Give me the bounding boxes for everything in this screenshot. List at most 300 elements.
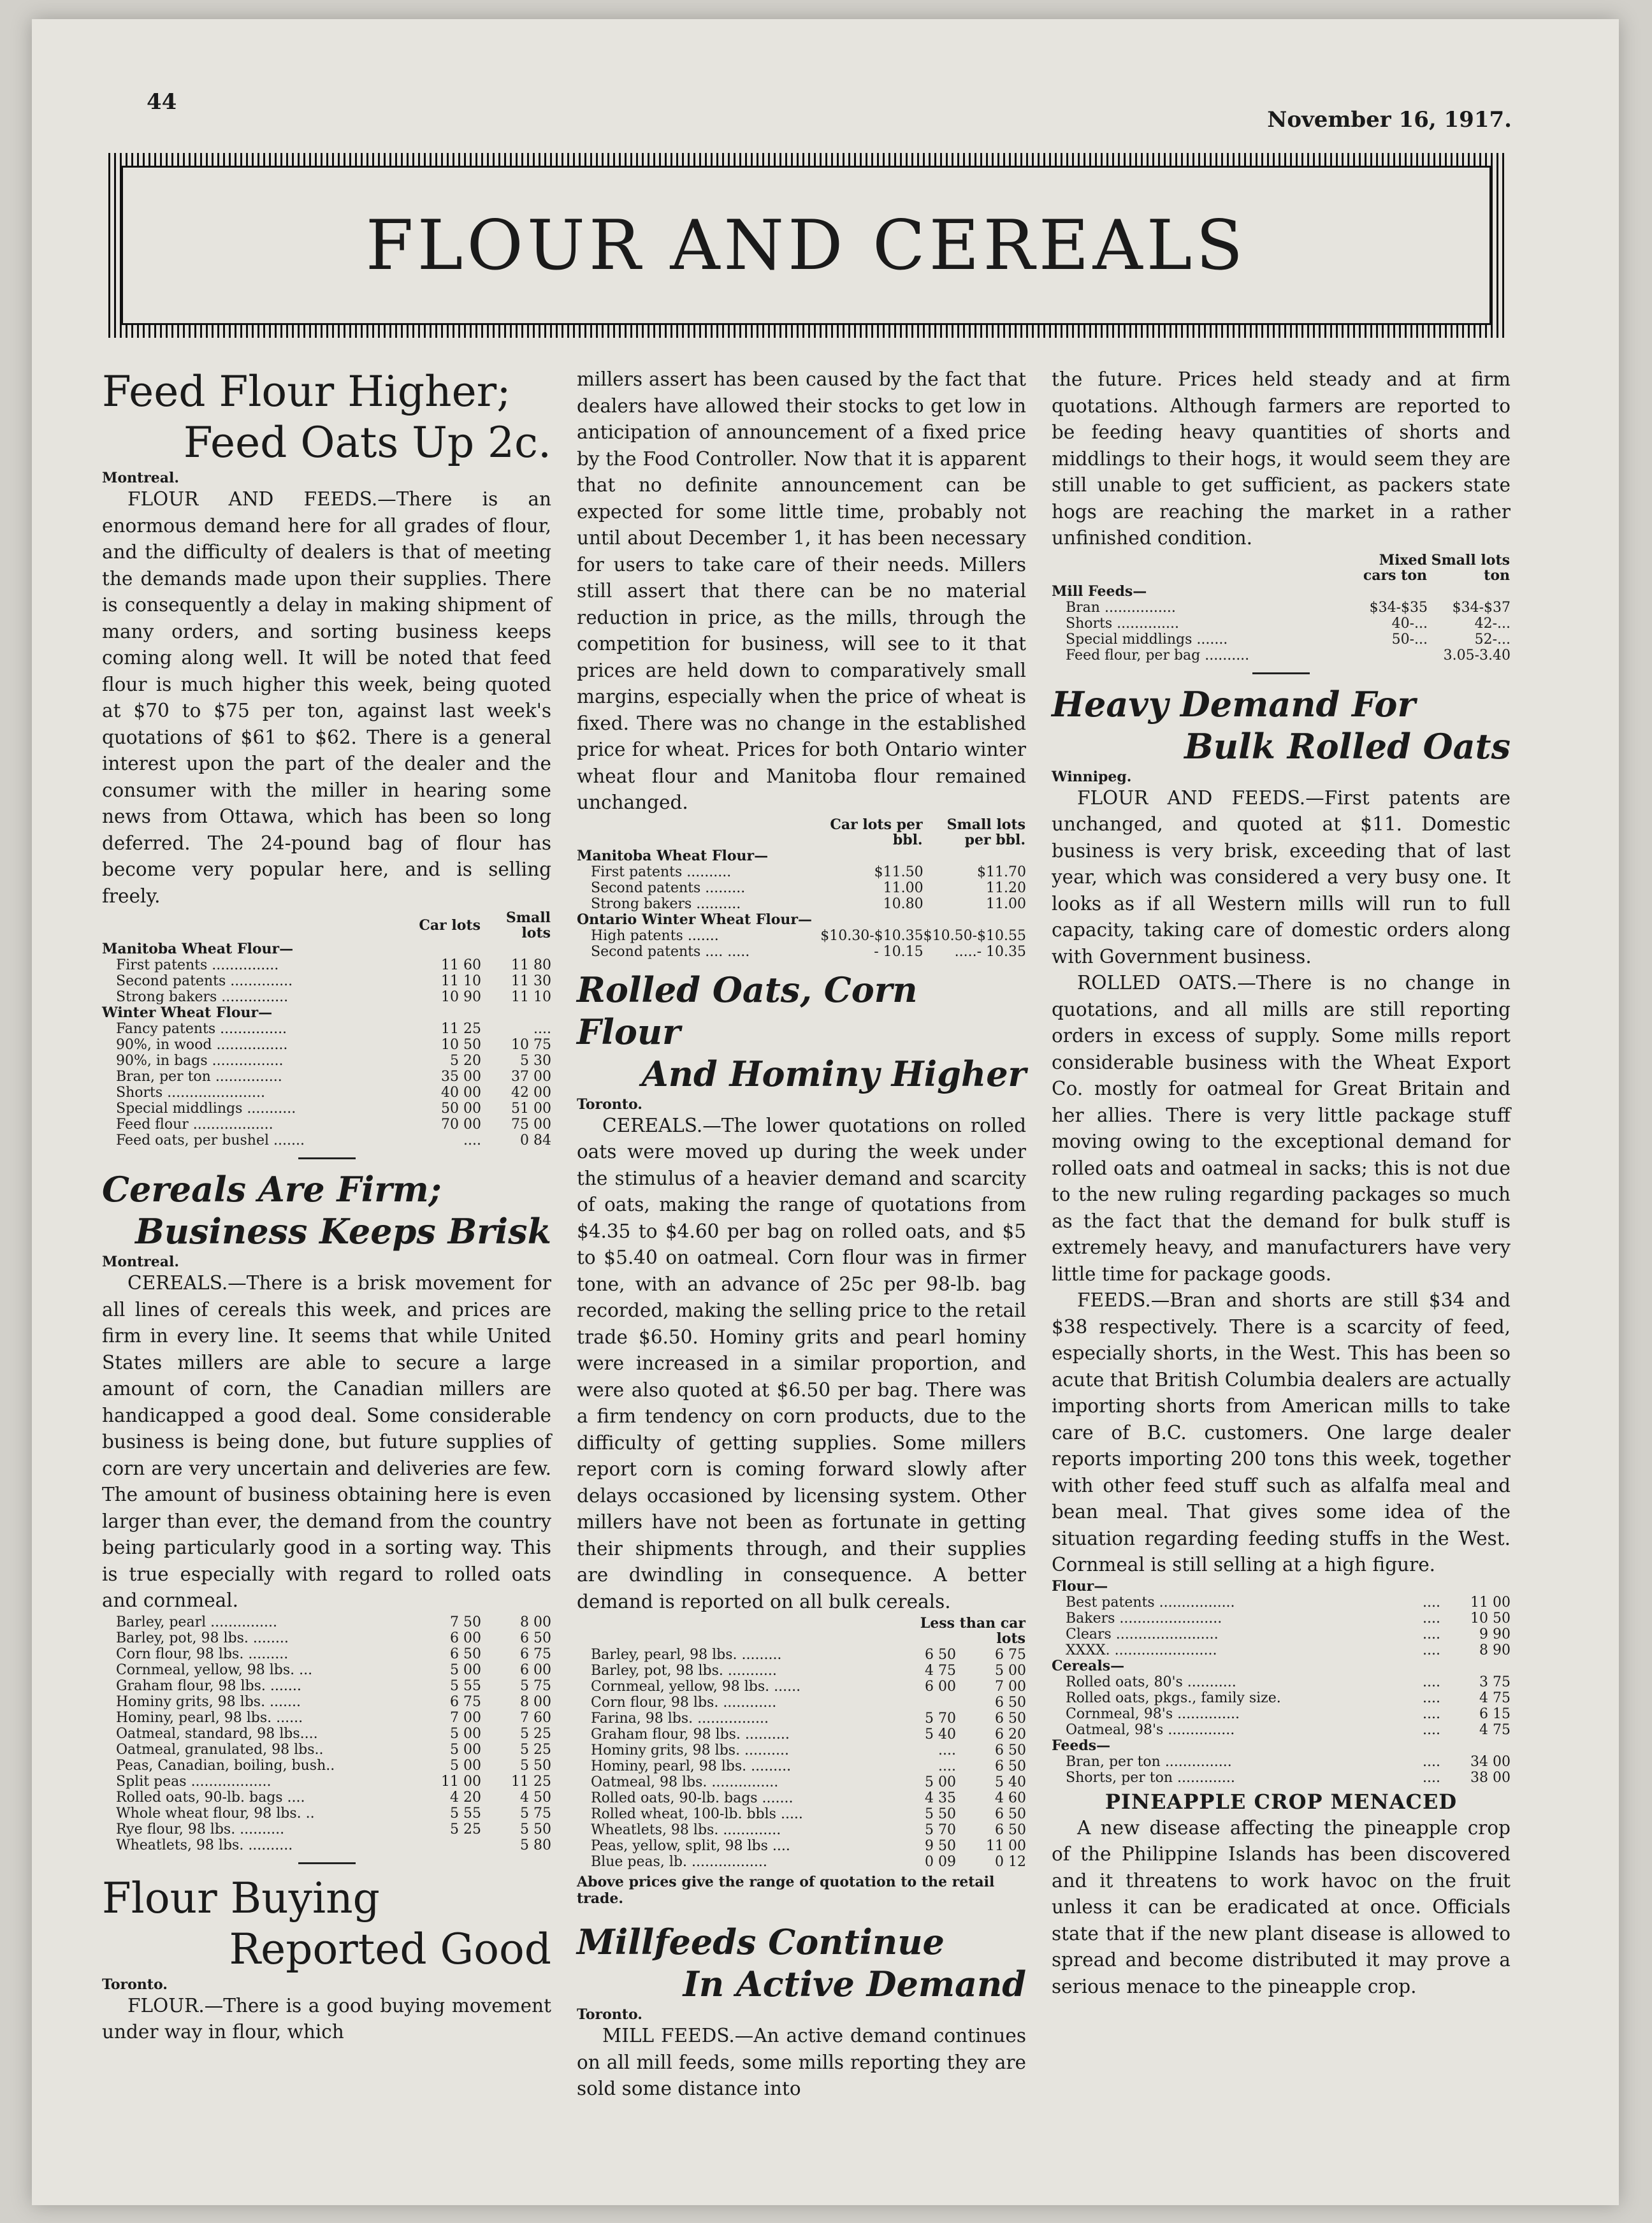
row-value: 42 00 [511, 1085, 551, 1101]
row-label: Winter Wheat Flour— [102, 1004, 273, 1021]
row-value: 50-... [1391, 631, 1428, 648]
row-label: Cereals— [1052, 1657, 1125, 1674]
row-value: 5 00 [450, 1757, 481, 1774]
row-value: 6 50 [995, 1711, 1026, 1727]
row-label: Shorts ...................... [116, 1085, 265, 1101]
row-value: 5 50 [925, 1806, 956, 1822]
table-row [577, 864, 1026, 880]
table-row [102, 989, 551, 1005]
table-row [102, 1630, 551, 1646]
table-row [1052, 1642, 1511, 1658]
row-value: .... [1423, 1705, 1440, 1722]
article-headline: PINEAPPLE CROP MENACED [1105, 1789, 1458, 1814]
table-row [1052, 1738, 1511, 1754]
table-row [1052, 1595, 1511, 1611]
row-value: 11 25 [511, 1773, 551, 1790]
column-2 [577, 366, 1026, 2103]
table-row [1052, 632, 1511, 648]
row-value: 5 75 [520, 1677, 551, 1694]
section-title: FLOUR AND CEREALS [365, 205, 1247, 286]
row-value: 6 50 [995, 1822, 1026, 1838]
article-headline: Flour Buying Reported Good [102, 1873, 551, 1974]
row-label: Special middlings ........... [116, 1101, 296, 1117]
row-label: Second patents ......... [591, 880, 746, 896]
row-label: Feed oats, per bushel ....... [116, 1133, 305, 1148]
row-label: Clears ....................... [1066, 1626, 1219, 1642]
table-row [577, 1822, 1026, 1838]
table-row [1052, 1658, 1511, 1674]
row-value: 70 00 [441, 1117, 481, 1133]
price-table [1052, 552, 1511, 663]
row-label: Graham flour, 98 lbs. .......... [591, 1727, 790, 1742]
row-label: Cornmeal, 98's .............. [1066, 1705, 1240, 1722]
row-value: 5 40 [995, 1774, 1026, 1790]
table-row [102, 1101, 551, 1117]
row-value: $11.50 [874, 864, 924, 880]
row-label: Second patents .... ..... [591, 943, 750, 960]
row-value: 3.05-3.40 [1443, 647, 1511, 663]
row-value: 5 00 [450, 1741, 481, 1758]
row-value: $34-$37 [1452, 599, 1511, 616]
article-body: FLOUR.—There is a good buying movement under way in flour, which [102, 1994, 551, 2043]
table-row [102, 1085, 551, 1101]
column-header: Less than car lots [920, 1615, 1025, 1647]
row-value: 6 50 [995, 1758, 1026, 1774]
row-value: 11.00 [986, 895, 1026, 912]
row-label: Peas, yellow, split, 98 lbs .... [591, 1838, 790, 1854]
column-3 [1052, 366, 1511, 2000]
row-label: Hominy grits, 98 lbs. ....... [116, 1693, 301, 1710]
column-header: Small lots ton [1431, 551, 1510, 584]
row-value: 6 15 [1479, 1705, 1511, 1722]
row-value: .....- 10.35 [954, 943, 1026, 960]
row-value [924, 912, 1026, 928]
row-label: Oatmeal, 98's ............... [1066, 1721, 1235, 1738]
row-value: 4 35 [925, 1790, 956, 1806]
row-value: 11 00 [1470, 1594, 1511, 1611]
row-value: 5 55 [450, 1805, 481, 1821]
row-label: Special middlings ....... [1066, 631, 1228, 648]
row-label: Flour— [1052, 1577, 1108, 1595]
article-body: MILL FEEDS.—An active demand continues on all mill feeds, some mills reporting they are sold some distance into [577, 2025, 1026, 2099]
article-body: A new disease affecting the pineapple crop of the Philippine Islands has been discovered and it threatens to work havoc on the fruit unless it can be eradicated at once. Officials state that if the new plant disease is allowed to spread and become distributed it may prove a serious menace to the pineapple crop. [1052, 1816, 1511, 1997]
table-row [102, 1037, 551, 1053]
row-label: Bran, per ton ............... [116, 1069, 282, 1085]
row-label: Barley, pearl, 98 lbs. ......... [591, 1647, 782, 1663]
table-row [1052, 1674, 1511, 1690]
row-value: 5 70 [925, 1711, 956, 1727]
article-body: ROLLED OATS.—There is no change in quotations, and all mills are still reporting orders in excess of supply. Some mills report considerable business with the Wheat Export Co. mostly for oatmeal for Great Britain and her allies. There is very little package stuff moving owing to the exceptional demand for rolled oats and oatmeal in sacks; this is not due to the new ruling regarding packages so much as the fact that the demand for bulk stuff is extremely heavy, and manufacturers have very little time for package goods. [1052, 972, 1511, 1285]
article-body: the future. Prices held steady and at firm quotations. Although farmers are reported to be feeding heavy quantities of shorts and middlings to their hogs, it would seem they are still unable to get sufficient, as packers state hogs are reaching the market in a rather unfinished condition. [1052, 368, 1511, 549]
row-label: Barley, pot, 98 lbs. ........... [591, 1663, 777, 1679]
row-value: .... [1423, 1674, 1440, 1690]
table-row [577, 1695, 1026, 1711]
row-value: 5 50 [520, 1821, 551, 1837]
issue-date: November 16, 1917. [1267, 107, 1512, 133]
row-value: $34-$35 [1369, 599, 1428, 616]
row-value: 10 50 [1470, 1610, 1511, 1626]
row-label: Corn flour, 98 lbs. ......... [116, 1646, 289, 1662]
row-value: 8 00 [520, 1614, 551, 1630]
row-value: 38 00 [1470, 1769, 1511, 1786]
table-row [1052, 1770, 1511, 1786]
row-value: .... [1423, 1690, 1440, 1706]
row-value: 42-... [1474, 615, 1511, 632]
table-row [577, 944, 1026, 960]
table-row [577, 848, 1026, 864]
row-label: Bakers ....................... [1066, 1610, 1222, 1626]
table-row [1052, 616, 1511, 632]
row-value: 4 75 [1479, 1721, 1511, 1738]
column-header: Small lots per bbl. [946, 816, 1025, 848]
article-headline: Millfeeds Continue In Active Demand [577, 1922, 1026, 2004]
row-label: Hominy grits, 98 lbs. .......... [591, 1742, 789, 1758]
row-value: 4 20 [450, 1789, 481, 1806]
table-row [102, 1758, 551, 1774]
article-headline: Rolled Oats, Corn Flour And Hominy Higher [577, 969, 1026, 1094]
row-value: 5 25 [520, 1741, 551, 1758]
row-label: Mill Feeds— [1052, 583, 1147, 600]
row-label: Cornmeal, yellow, 98 lbs. ...... [591, 1679, 801, 1695]
table-row [102, 1710, 551, 1726]
row-label: XXXX. ....................... [1066, 1642, 1217, 1658]
article-headline: Feed Flour Higher; Feed Oats Up 2c. [102, 367, 551, 467]
row-value [481, 1005, 551, 1021]
table-row [102, 1614, 551, 1630]
table-row [1052, 1754, 1511, 1770]
table-row [577, 1647, 1026, 1663]
row-value: 5 80 [520, 1837, 551, 1853]
row-value: 11 30 [511, 973, 551, 989]
table-row [577, 896, 1026, 912]
table-row [102, 957, 551, 973]
table-row [102, 1117, 551, 1133]
row-value: 9 90 [1479, 1626, 1511, 1642]
row-value: 50 00 [441, 1101, 481, 1117]
article-headline: Heavy Demand For Bulk Rolled Oats [1052, 683, 1511, 767]
table-row [1052, 1626, 1511, 1642]
row-label: Corn flour, 98 lbs. ............ [591, 1695, 777, 1711]
section-banner [108, 153, 1504, 338]
row-value: 6 00 [450, 1630, 481, 1646]
table-row [1052, 600, 1511, 616]
table-row [577, 1790, 1026, 1806]
row-value: 6 75 [520, 1646, 551, 1662]
row-label: Manitoba Wheat Flour— [102, 941, 294, 957]
divider [298, 1862, 356, 1864]
row-value: .... [938, 1742, 956, 1758]
row-value: 6 20 [995, 1727, 1026, 1742]
row-value: 11 00 [441, 1773, 481, 1790]
row-value [1345, 648, 1428, 663]
table-row [577, 1742, 1026, 1758]
row-label: Bran, per ton ............... [1066, 1753, 1232, 1770]
row-label: Blue peas, lb. ................. [591, 1854, 767, 1870]
row-value [481, 941, 551, 957]
column-header: Car lots per bbl. [830, 816, 923, 848]
row-value: .... [533, 1021, 551, 1037]
row-label: Feeds— [1052, 1737, 1111, 1754]
row-value: 11 00 [986, 1838, 1026, 1854]
row-value: 5 70 [925, 1822, 956, 1838]
row-label: Wheatlets, 98 lbs. .......... [116, 1837, 293, 1853]
row-value [820, 848, 923, 864]
table-row [1052, 1722, 1511, 1738]
row-value: 75 00 [511, 1117, 551, 1133]
row-value [411, 941, 481, 957]
row-label: Strong bakers .......... [591, 895, 741, 912]
row-label: Oatmeal, 98 lbs. ............... [591, 1774, 779, 1790]
row-value: 5 00 [925, 1774, 956, 1790]
row-value: 6 50 [995, 1742, 1026, 1758]
row-value: 6 00 [520, 1662, 551, 1678]
row-value: 40 00 [441, 1085, 481, 1101]
row-value: 11 25 [441, 1021, 481, 1037]
row-value: - 10.15 [874, 943, 924, 960]
table-row [577, 1758, 1026, 1774]
row-label: Bran ................ [1066, 599, 1176, 616]
column-1 [102, 366, 551, 2046]
table-row [102, 1837, 551, 1853]
row-value: 40-... [1391, 615, 1428, 632]
row-value: .... [1423, 1769, 1440, 1786]
dateline: Montreal. [102, 470, 180, 486]
row-value: 6 50 [995, 1695, 1026, 1711]
row-value: 6 50 [450, 1646, 481, 1662]
row-label: Rolled oats, pkgs., family size. [1066, 1690, 1281, 1706]
row-label: Second patents .............. [116, 973, 293, 989]
row-label: Manitoba Wheat Flour— [577, 847, 769, 864]
row-label: Cornmeal, yellow, 98 lbs. ... [116, 1662, 313, 1678]
row-value: 3 75 [1479, 1674, 1511, 1690]
row-label: Shorts, per ton ............. [1066, 1769, 1235, 1786]
table-row [1052, 1690, 1511, 1706]
row-label: 90%, in bags ................ [116, 1053, 284, 1069]
row-label: First patents ............... [116, 957, 279, 973]
row-label: 90%, in wood ................ [116, 1037, 288, 1053]
row-label: Oatmeal, standard, 98 lbs.... [116, 1725, 318, 1742]
row-label: Fancy patents ............... [116, 1021, 287, 1037]
row-value: 6 50 [520, 1630, 551, 1646]
row-value: 11 80 [511, 957, 551, 973]
row-label: Graham flour, 98 lbs. ....... [116, 1677, 301, 1694]
row-value: 7 50 [450, 1614, 481, 1630]
row-value: 37 00 [511, 1069, 551, 1085]
table-row [1052, 584, 1511, 600]
table-row [102, 941, 551, 957]
row-value: .... [1423, 1594, 1440, 1611]
row-value [1345, 584, 1428, 600]
row-label: Rolled oats, 80's ........... [1066, 1674, 1236, 1690]
table-row [102, 1790, 551, 1806]
article-body: FEEDS.—Bran and shorts are still $34 and $38 respectively. There is a scarcity of feed, especially shorts, in the West. This has been so acute that British Columbia dealers are actually importing shorts from American mills to take care of B.C. customers. One large dealer reports importing 200 tons this week, together with other feed stuff such as alfalfa meal and bean meal. That gives some idea of the situation regarding feeding stuffs in the West. Cornmeal is still selling at a high figure. [1052, 1289, 1511, 1575]
row-value [1440, 1738, 1511, 1754]
row-value [1370, 1738, 1440, 1754]
price-table [1052, 1579, 1511, 1786]
table-row [577, 1727, 1026, 1742]
row-label: Oatmeal, granulated, 98 lbs.. [116, 1741, 324, 1758]
table-row [577, 912, 1026, 928]
table-row [577, 1663, 1026, 1679]
article-body: CEREALS.—The lower quotations on rolled oats were moved up during the week under the stimulus of a heavier demand and scarcity of oats, making the range of quotations from $4.35 to $4.60 per bag on rolled oats, and $5 to $5.40 on oatmeal. Corn flour was in firmer tone, with an advance of 25c per 98-lb. bag recorded, making the selling price to the retail trade $6.50. Hominy grits and pearl hominy were increased in a similar proportion, and were also quoted at $6.50 per bag. There was a firm tendency on corn products, due to the difficulty of getting supplies. Some millers report corn is coming forward slowly after delays occasioned by licensing system. Other millers have not been as fortunate in getting their shipments through, and their supplies are dwindling in consequence. A better demand is reported on all bulk cereals. [577, 1114, 1026, 1612]
row-value: 11 60 [441, 957, 481, 973]
row-value: .... [938, 1758, 956, 1774]
row-label: Shorts .............. [1066, 615, 1180, 632]
row-value: 0 12 [995, 1854, 1026, 1870]
row-label: Ontario Winter Wheat Flour— [577, 911, 812, 928]
row-label: First patents .......... [591, 864, 732, 880]
row-value: $11.70 [977, 864, 1026, 880]
row-label: Feed flour .................. [116, 1117, 273, 1133]
row-value: 5 20 [450, 1053, 481, 1069]
row-value: .... [1423, 1610, 1440, 1626]
column-header: Car lots [419, 917, 481, 934]
row-label: Split peas .................. [116, 1773, 272, 1790]
row-value [886, 1695, 956, 1711]
row-value: 5 00 [450, 1725, 481, 1742]
row-value: 4 60 [995, 1790, 1026, 1806]
row-label: Barley, pearl ............... [116, 1614, 278, 1630]
row-value: 5 75 [520, 1805, 551, 1821]
row-value: 6 50 [925, 1647, 956, 1663]
row-value: .... [1423, 1721, 1440, 1738]
row-value: .... [1423, 1753, 1440, 1770]
table-row [577, 928, 1026, 944]
article-body: millers assert has been caused by the fact that dealers have allowed their stocks to get low in anticipation of announcement of a fixed price by the Food Controller. Now that it is apparent that no definite announcement can be expected for some little time, probably not until about December 1, it has been necessary for users to take care of their needs. Millers still assert that there can be no material reduction in price, as the mills, through the competition for business, will see to it that prices are held down to comparatively small margins, especially when the price of wheat is fixed. There was no change in the established price for wheat. Prices for both Ontario winter wheat flour and Manitoba flour remained unchanged. [577, 368, 1026, 813]
row-value [1428, 584, 1511, 600]
table-row [577, 1838, 1026, 1854]
row-value: $10.30-$10.35 [820, 927, 924, 944]
article-headline: Cereals Are Firm; Business Keeps Brisk [102, 1169, 551, 1252]
row-label: Feed flour, per bag .......... [1066, 647, 1250, 663]
row-label: Rolled oats, 90-lb. bags ....... [591, 1790, 793, 1806]
row-value: 6 75 [450, 1693, 481, 1710]
row-value: 11 10 [441, 973, 481, 989]
row-value: 8 90 [1479, 1642, 1511, 1658]
row-value: 5 55 [450, 1677, 481, 1694]
table-row [102, 1662, 551, 1678]
row-value: 34 00 [1470, 1753, 1511, 1770]
table-row [577, 1806, 1026, 1822]
dateline: Toronto. [102, 1976, 168, 1993]
row-value [820, 912, 923, 928]
dateline: Montreal. [102, 1254, 180, 1270]
row-label: Rolled oats, 90-lb. bags .... [116, 1789, 305, 1806]
row-value: 11 10 [511, 989, 551, 1005]
article-body: FLOUR AND FEEDS.—First patents are unchanged, and quoted at $11. Domestic business is very brisk, exceeding that of last year, which was considered a very busy one. It looks as if all Western mills will run to full capacity, taking care of domestic orders along with Government business. [1052, 786, 1511, 967]
row-label: Barley, pot, 98 lbs. ........ [116, 1630, 289, 1646]
row-value: 52-... [1474, 631, 1511, 648]
table-row [102, 1726, 551, 1742]
table-row [102, 1069, 551, 1085]
row-value: 4 50 [520, 1789, 551, 1806]
table-row [577, 1679, 1026, 1695]
row-value: 9 50 [925, 1838, 956, 1854]
row-value [1440, 1658, 1511, 1674]
row-value [1370, 1579, 1440, 1595]
table-row [102, 1678, 551, 1694]
row-value: $10.50-$10.55 [923, 927, 1026, 944]
table-row [577, 880, 1026, 896]
table-row [102, 1774, 551, 1790]
table-row [1052, 648, 1511, 663]
dateline: Toronto. [577, 1096, 642, 1113]
price-table [102, 1614, 551, 1853]
row-value: 10.80 [883, 895, 924, 912]
table-row [1052, 1579, 1511, 1595]
row-label: Wheatlets, 98 lbs. ............. [591, 1822, 781, 1838]
table-note: Above prices give the range of quotation to the retail trade. [577, 1874, 995, 1907]
price-table [102, 909, 551, 1148]
table-row [1052, 1706, 1511, 1722]
row-label: Best patents ................. [1066, 1594, 1235, 1611]
row-label: Strong bakers ............... [116, 989, 289, 1005]
row-value [411, 1005, 481, 1021]
row-value: 5 25 [520, 1725, 551, 1742]
row-value: 10 50 [441, 1037, 481, 1053]
table-row [577, 1711, 1026, 1727]
table-row [102, 1694, 551, 1710]
row-label: Hominy, pearl, 98 lbs. ...... [116, 1709, 303, 1726]
article-body: CEREALS.—There is a brisk movement for all lines of cereals this week, and prices are firm in every line. It seems that while United States millers are able to secure a large amount of corn, the Canadian millers are handicapped a good deal. Some considerable business is being done, but future supplies of corn are very uncertain and deliveries are few. The amount of business obtaining here is even larger than ever, the demand from the country being particularly good in a sorting way. This is true especially with regard to rolled oats and cornmeal. [102, 1272, 551, 1611]
table-row [102, 1821, 551, 1837]
row-value: 5 00 [450, 1662, 481, 1678]
table-row [102, 1806, 551, 1821]
column-header: Mixed cars ton [1363, 551, 1427, 584]
row-value: 7 60 [520, 1709, 551, 1726]
row-value [924, 848, 1026, 864]
row-label: Rolled wheat, 100-lb. bbls ..... [591, 1806, 803, 1822]
row-label: Hominy, pearl, 98 lbs. ......... [591, 1758, 792, 1774]
table-row [1052, 1611, 1511, 1626]
divider [298, 1157, 356, 1159]
row-value: 10 75 [511, 1037, 551, 1053]
divider [1252, 672, 1310, 674]
row-value: 7 00 [450, 1709, 481, 1726]
dateline: Toronto. [577, 2006, 642, 2023]
row-value: 5 30 [520, 1053, 551, 1069]
column-header: Small lots [505, 909, 551, 941]
table-row [577, 1854, 1026, 1870]
table-row [102, 1646, 551, 1662]
row-value: 4 75 [925, 1663, 956, 1679]
row-value [1440, 1579, 1511, 1595]
table-row [102, 1742, 551, 1758]
row-value: .... [463, 1133, 481, 1148]
table-row [102, 1021, 551, 1037]
row-value: 8 00 [520, 1693, 551, 1710]
row-value: 6 75 [995, 1647, 1026, 1663]
article-body: FLOUR AND FEEDS.—There is an enormous demand here for all grades of flour, and the difficulty of dealers is that of meeting the demands made upon their supplies. There is consequently a delay in making shipment of many orders, and sorting business keeps coming along well. It will be noted that feed flour is much higher this week, being quoted at $70 to $75 per ton, against last week's quotations of $61 to $62. There is a general interest upon the part of the dealer and the consumer with the miller in hearing some news from Ottawa, which has been so long deferred. The 24-pound bag of flour has become very popular here, and is selling freely. [102, 488, 551, 907]
row-label: Whole wheat flour, 98 lbs. .. [116, 1805, 315, 1821]
row-value: 5 00 [995, 1663, 1026, 1679]
row-value: .... [1423, 1642, 1440, 1658]
price-table [577, 1615, 1026, 1870]
row-value: 5 50 [520, 1757, 551, 1774]
row-value: 11.20 [986, 880, 1026, 896]
row-value [1370, 1658, 1440, 1674]
table-row [577, 1774, 1026, 1790]
row-value: 7 00 [995, 1679, 1026, 1695]
table-row [102, 1053, 551, 1069]
row-label: Farina, 98 lbs. ................ [591, 1711, 769, 1727]
row-value: 51 00 [511, 1101, 551, 1117]
row-label: High patents ....... [591, 927, 719, 944]
row-value: 6 00 [925, 1679, 956, 1695]
row-value: 0 09 [925, 1854, 956, 1870]
row-value: .... [1423, 1626, 1440, 1642]
row-value: 5 25 [450, 1821, 481, 1837]
